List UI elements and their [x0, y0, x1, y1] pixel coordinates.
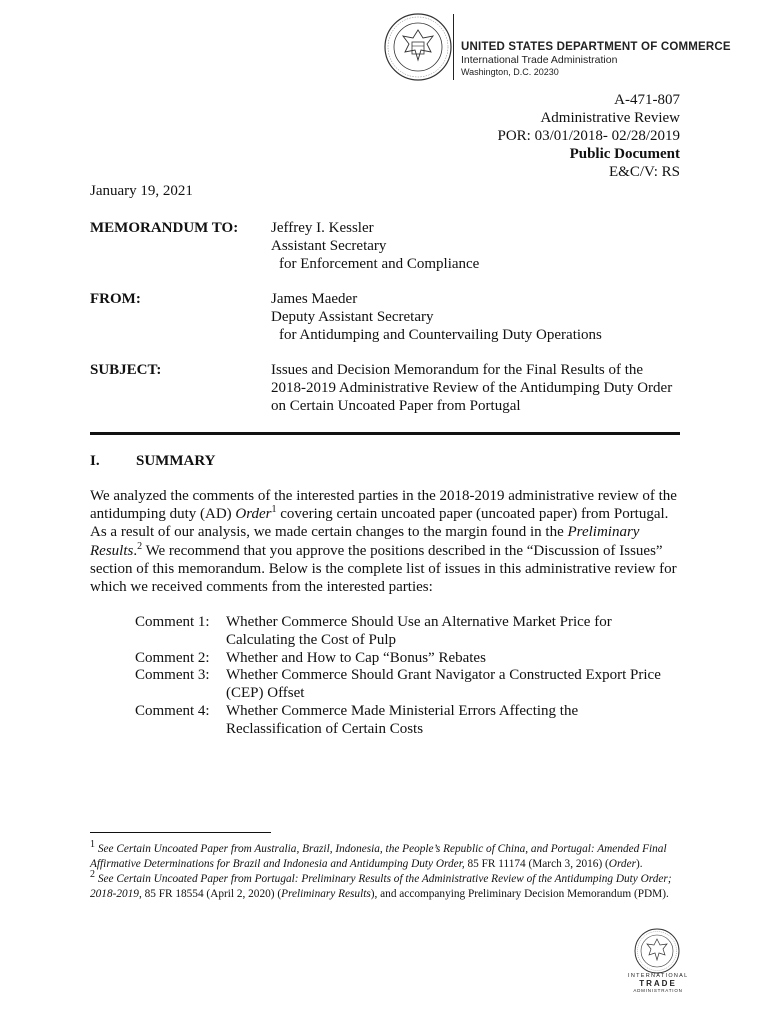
list-item [135, 703, 676, 739]
comment-line: (CEP) Offset [226, 685, 305, 702]
ita-seal-icon [633, 927, 681, 975]
section-divider [90, 432, 680, 435]
comment-line: Whether Commerce Should Use an Alternative Market Price for [226, 614, 612, 630]
footnote-2 [90, 869, 680, 902]
ita-line-3: ADMINISTRATION [633, 988, 683, 993]
recipient-name: Jeffrey I. Kessler [271, 220, 374, 236]
comment-line: Reclassification of Certain Costs [226, 720, 424, 737]
section-number: I. [90, 453, 100, 469]
summary-text-1: We analyzed the comments of the interested parties in the 2018-2019 administrative review of the antidumping duty (AD) [90, 488, 677, 523]
ita-line-1: INTERNATIONAL [628, 973, 689, 979]
case-number: A-471-807 [614, 92, 680, 108]
memo-date: January 19, 2021 [90, 183, 193, 199]
footnote-citation: See Certain Uncoated Paper from Portugal: Preliminary Results of the Administrative Review of the Antidumping Duty Order; 2018-2019 [90, 873, 672, 900]
footnotes [90, 839, 680, 902]
subject-line-3: on Certain Uncoated Paper from Portugal [271, 398, 521, 414]
subject-line-1: Issues and Decision Memorandum for the Final Results of the [271, 362, 644, 378]
summary-text-4: We recommend that you approve the positions described in the “Discussion of Issues” section of this memorandum. Below is the complete list of issues in this administrative review for which we received comments from the interested parties: [90, 542, 677, 596]
list-item [135, 667, 676, 703]
comment-line: Whether and How to Cap “Bonus” Rebates [226, 649, 486, 666]
sender-title-2: for Antidumping and Countervailing Duty Operations [279, 327, 602, 343]
summary-text-2: covering certain uncoated paper (uncoated paper) from Portugal. As a result of our analysis, we made certain changes to the margin found in the [90, 506, 669, 541]
footnote-ref-1[interactable]: 1 [271, 504, 277, 516]
footnote-short-name: Preliminary Results [281, 888, 371, 900]
footnote-number: 1 [90, 839, 95, 851]
order-term: Order [235, 506, 272, 523]
ita-line-2: TRADE [639, 979, 677, 988]
footnote-ref-2[interactable]: 2 [137, 540, 143, 552]
footnote-text: , 85 FR 18554 (April 2, 2020) ( [138, 888, 282, 900]
memo-from-value [271, 290, 691, 344]
ita-logo-text [628, 973, 688, 993]
footnote-1 [90, 839, 680, 872]
section-heading [90, 453, 215, 470]
sender-name: James Maeder [271, 291, 358, 307]
por: POR: 03/01/2018- 02/28/2019 [497, 128, 680, 144]
footnote-short-name: Order [608, 858, 636, 870]
comment-label: Comment 1: [135, 614, 210, 630]
footnote-text: 85 FR 11174 (March 3, 2016) ( [464, 858, 609, 870]
commerce-seal-icon [383, 12, 453, 82]
comment-line: Whether Commerce Made Ministerial Errors Affecting the [226, 702, 579, 719]
agency-name: International Trade Administration [461, 54, 618, 66]
agency-address: Washington, D.C. 20230 [461, 67, 559, 77]
footnote-text: ), and accompanying Preliminary Decision Memorandum (PDM). [370, 888, 669, 900]
footnote-divider [90, 832, 271, 833]
sender-title: Deputy Assistant Secretary [271, 309, 434, 325]
prelim-term: Preliminary Results [90, 524, 640, 559]
comments-list [135, 614, 676, 739]
footnote-citation: See Certain Uncoated Paper from Australia, Brazil, Indonesia, the People’s Republic of China, and Portugal: Amended Final Affirmative Determinations for Brazil and Indonesia and Antidumping Duty Order, [90, 843, 667, 870]
list-item [135, 650, 676, 668]
document-header [497, 91, 680, 181]
comment-line: Whether Commerce Should Grant Navigator a Constructed Export Price [226, 667, 661, 684]
list-item [135, 614, 676, 650]
memo-to-value [271, 219, 691, 273]
comment-line: Calculating the Cost of Pulp [226, 631, 396, 648]
comment-text [226, 667, 676, 703]
review-type: Administrative Review [540, 110, 680, 126]
comment-label: Comment 4: [135, 702, 210, 719]
comment-text [226, 650, 676, 668]
recipient-title-2: for Enforcement and Compliance [279, 256, 480, 272]
comment-label: Comment 3: [135, 667, 210, 684]
summary-text-3: . [133, 542, 138, 559]
footnote-text: ). [636, 858, 643, 870]
memo-subject-value [271, 361, 691, 415]
letterhead [461, 41, 731, 77]
summary-paragraph [90, 487, 680, 596]
comment-text [226, 703, 676, 739]
footnote-number: 2 [90, 869, 95, 881]
subject-line-2: 2018-2019 Administrative Review of the Antidumping Duty Order [271, 380, 673, 396]
recipient-title: Assistant Secretary [271, 238, 387, 254]
letterhead-divider [453, 14, 454, 80]
comment-label: Comment 2: [135, 649, 210, 666]
section-title: SUMMARY [136, 453, 216, 469]
department-name: UNITED STATES DEPARTMENT OF COMMERCE [461, 41, 731, 53]
comment-text [226, 614, 676, 650]
memo-subject-label: SUBJECT: [90, 362, 162, 378]
office-code: E&C/V: RS [609, 164, 680, 180]
memo-from-label: FROM: [90, 291, 141, 307]
memo-to-label: MEMORANDUM TO: [90, 220, 239, 236]
document-status: Public Document [569, 146, 680, 162]
